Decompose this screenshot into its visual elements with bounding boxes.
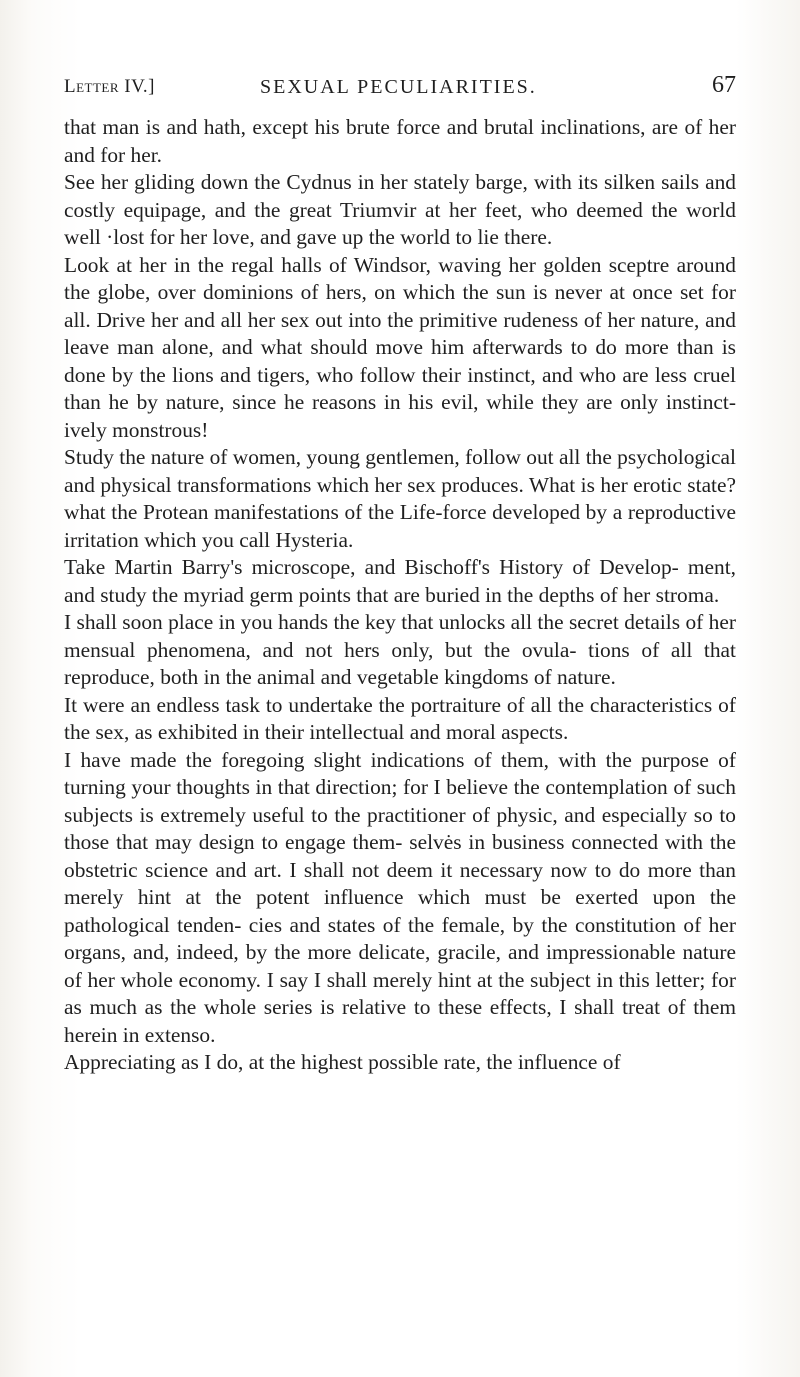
- running-title: SEXUAL PECULIARITIES.: [260, 76, 537, 98]
- chapter-reference: Letter IV.]: [64, 76, 155, 97]
- paragraph: I have made the foregoing slight indications of them, with the purpose of turning your thoughts in that direction; for I believe the contemplation of such subjects is extremely useful to the practitioner of physic, and especially so to those that may design to engage them- selvės in business connected with the obstetric science and art. I shall not deem it necessary now to do more than merely hint at the potent influence which must be exerted upon the pathological tenden- cies and states of the female, by the constitution of her organs, and, indeed, by the more delicate, gracile, and impressionable nature of her whole economy. I say I shall merely hint at the subject in this letter; for as much as the whole series is relative to these effects, I shall treat of them herein in extenso.: [64, 747, 736, 1047]
- paragraph: Take Martin Barry's microscope, and Bischoff's History of Develop- ment, and study the myriad germ points that are buried in the depths of her stroma.: [64, 555, 736, 607]
- paragraph: Appreciating as I do, at the highest possible rate, the influence of: [64, 1050, 621, 1074]
- paragraph: See her gliding down the Cydnus in her stately barge, with its silken sails and costly equipage, and the great Triumvir at her feet, who deemed the world well ·lost for her love, and gave up the world to lie there.: [64, 170, 736, 249]
- body-text: [64, 114, 736, 1077]
- paragraph: that man is and hath, except his brute force and brutal inclinations, are of her and for her.: [64, 115, 736, 167]
- paragraph: I shall soon place in you hands the key that unlocks all the secret details of her mensual phenomena, and not hers only, but the ovula- tions of all that reproduce, both in the animal and vegetable kingdoms of nature.: [64, 610, 736, 689]
- running-header: [64, 70, 736, 104]
- paragraph: Study the nature of women, young gentlemen, follow out all the psychological and physical transformations which her sex produces. What is her erotic state? what the Protean manifestations of the Life-force developed by a reproductive irritation which you call Hysteria.: [64, 445, 736, 552]
- paragraph: It were an endless task to undertake the portraiture of all the characteristics of the sex, as exhibited in their intellectual and moral aspects.: [64, 692, 736, 744]
- paragraph: Look at her in the regal halls of Windsor, waving her golden sceptre around the globe, over dominions of hers, on which the sun is never at once set for all. Drive her and all her sex out into the primitive rudeness of her nature, and leave man alone, and what should move him afterwards to do more than is done by the lions and tigers, who follow their instinct, and who are less cruel than he by nature, since he reasons in his evil, while they are only instinct- ively monstrous!: [64, 252, 736, 442]
- page-number: 67: [712, 72, 736, 98]
